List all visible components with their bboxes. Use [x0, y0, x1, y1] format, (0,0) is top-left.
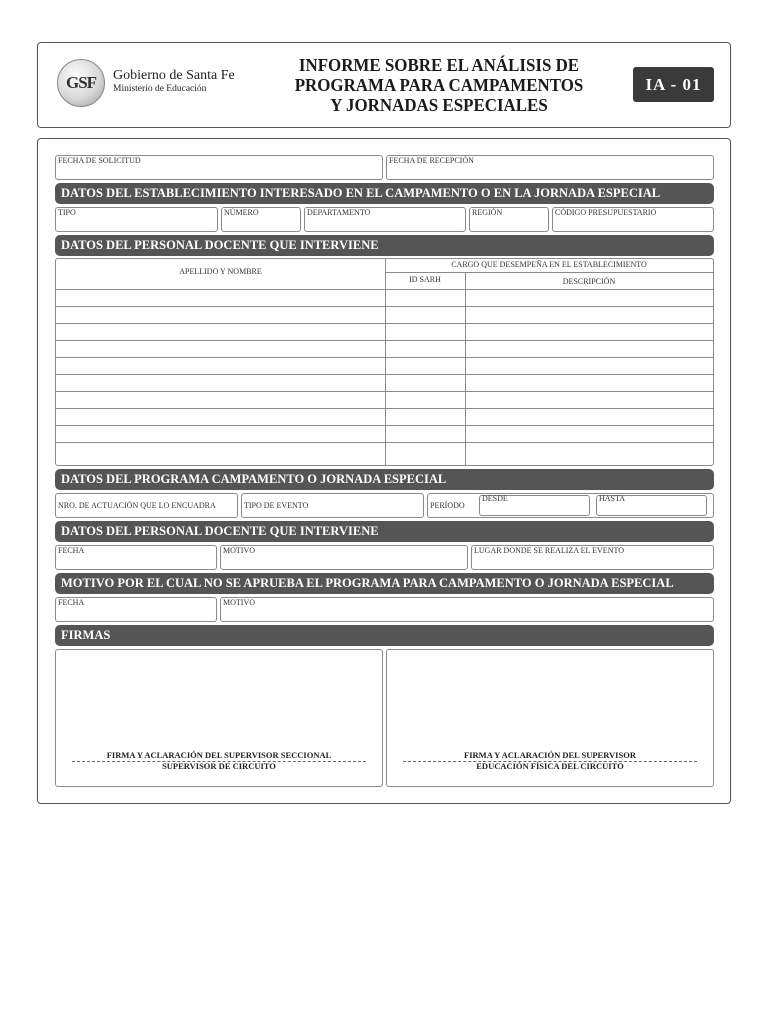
fecha-field[interactable] [55, 545, 217, 570]
numero-label: NÚMERO [224, 208, 259, 217]
codigo-presupuestario-field[interactable] [552, 207, 714, 232]
fecha-solicitud-field[interactable] [55, 155, 383, 180]
signature-caption-line2: SUPERVISOR DE CIRCUITO [162, 761, 276, 771]
lugar-evento-label: LUGAR DONDE SE REALIZA EL EVENTO [474, 546, 624, 555]
nro-actuacion-field[interactable] [55, 493, 238, 518]
periodo-label: PERÍODO [430, 501, 465, 510]
staff-table [55, 258, 714, 466]
signature-box-supervisor-seccional[interactable] [55, 649, 383, 787]
section-personal-header: DATOS DEL PERSONAL DOCENTE QUE INTERVIENE [55, 235, 714, 256]
numero-field[interactable] [221, 207, 301, 232]
codigo-presupuestario-label: CÓDIGO PRESUPUESTARIO [555, 208, 657, 217]
signature-box-supervisor-ef[interactable] [386, 649, 714, 787]
lugar-evento-field[interactable] [471, 545, 714, 570]
signature-caption-line1: FIRMA Y ACLARACIÓN DEL SUPERVISOR SECCIONAL [106, 750, 332, 760]
signature-caption [56, 750, 382, 772]
fecha-no-aprueba-field[interactable] [55, 597, 217, 622]
region-label: REGIÓN [472, 208, 503, 217]
departamento-field[interactable] [304, 207, 466, 232]
title-line-3: Y JORNADAS ESPECIALES [330, 95, 548, 115]
col-descripcion: DESCRIPCIÓN [562, 277, 616, 286]
section-establecimiento-header: DATOS DEL ESTABLECIMIENTO INTERESADO EN EL CAMPAMENTO O EN LA JORNADA ESPECIAL [55, 183, 714, 204]
motivo-no-aprueba-field[interactable] [220, 597, 714, 622]
fecha-no-aprueba-label: FECHA [58, 598, 85, 607]
fecha-solicitud-label: FECHA DE SOLICITUD [58, 156, 141, 165]
section-programa-header: DATOS DEL PROGRAMA CAMPAMENTO O JORNADA ESPECIAL [55, 469, 714, 490]
section-personal-2-header: DATOS DEL PERSONAL DOCENTE QUE INTERVIENE [55, 521, 714, 542]
motivo-field[interactable] [220, 545, 468, 570]
periodo-field [427, 493, 714, 518]
form-header [37, 42, 731, 128]
document-title [284, 55, 594, 115]
ministry-name: Ministerio de Educación [113, 84, 207, 94]
hasta-label: HASTA [599, 494, 626, 503]
fecha-recepcion-label: FECHA DE RECEPCIÓN [389, 156, 474, 165]
region-field[interactable] [469, 207, 549, 232]
desde-label: DESDE [482, 494, 508, 503]
logo-mark: GSF [65, 73, 97, 92]
form-code-badge: IA - 01 [633, 67, 714, 102]
tipo-field[interactable] [55, 207, 218, 232]
col-id-sarh: ID SARH [409, 275, 441, 284]
signature-caption [387, 750, 713, 772]
tipo-label: TIPO [58, 208, 76, 217]
motivo-label: MOTIVO [223, 546, 255, 555]
col-apellido-nombre: APELLIDO Y NOMBRE [179, 267, 262, 276]
motivo-no-aprueba-label: MOTIVO [223, 598, 255, 607]
signature-caption-line1: FIRMA Y ACLARACIÓN DEL SUPERVISOR [464, 750, 636, 760]
fecha-label: FECHA [58, 546, 85, 555]
col-cargo-group: CARGO QUE DESEMPEÑA EN EL ESTABLECIMIENTO [451, 260, 647, 269]
nro-actuacion-label: NRO. DE ACTUACIÓN QUE LO ENCUADRA [58, 501, 216, 510]
signature-caption-line2: EDUCACIÓN FÍSICA DEL CIRCUITO [476, 761, 624, 771]
departamento-label: DEPARTAMENTO [307, 208, 371, 217]
tipo-evento-field[interactable] [241, 493, 424, 518]
tipo-evento-label: TIPO DE EVENTO [244, 501, 309, 510]
gsf-logo [57, 59, 105, 107]
title-line-1: INFORME SOBRE EL ANÁLISIS DE [298, 55, 580, 75]
hasta-field[interactable] [596, 495, 707, 516]
desde-field[interactable] [479, 495, 590, 516]
section-firmas-header: FIRMAS [55, 625, 714, 646]
section-no-aprueba-header: MOTIVO POR EL CUAL NO SE APRUEBA EL PROGRAMA PARA CAMPAMENTO O JORNADA ESPECIAL [55, 573, 714, 594]
fecha-recepcion-field[interactable] [386, 155, 714, 180]
form-body [37, 138, 731, 804]
title-line-2: PROGRAMA PARA CAMPAMENTOS [294, 75, 584, 95]
government-name: Gobierno de Santa Fe [113, 68, 235, 83]
